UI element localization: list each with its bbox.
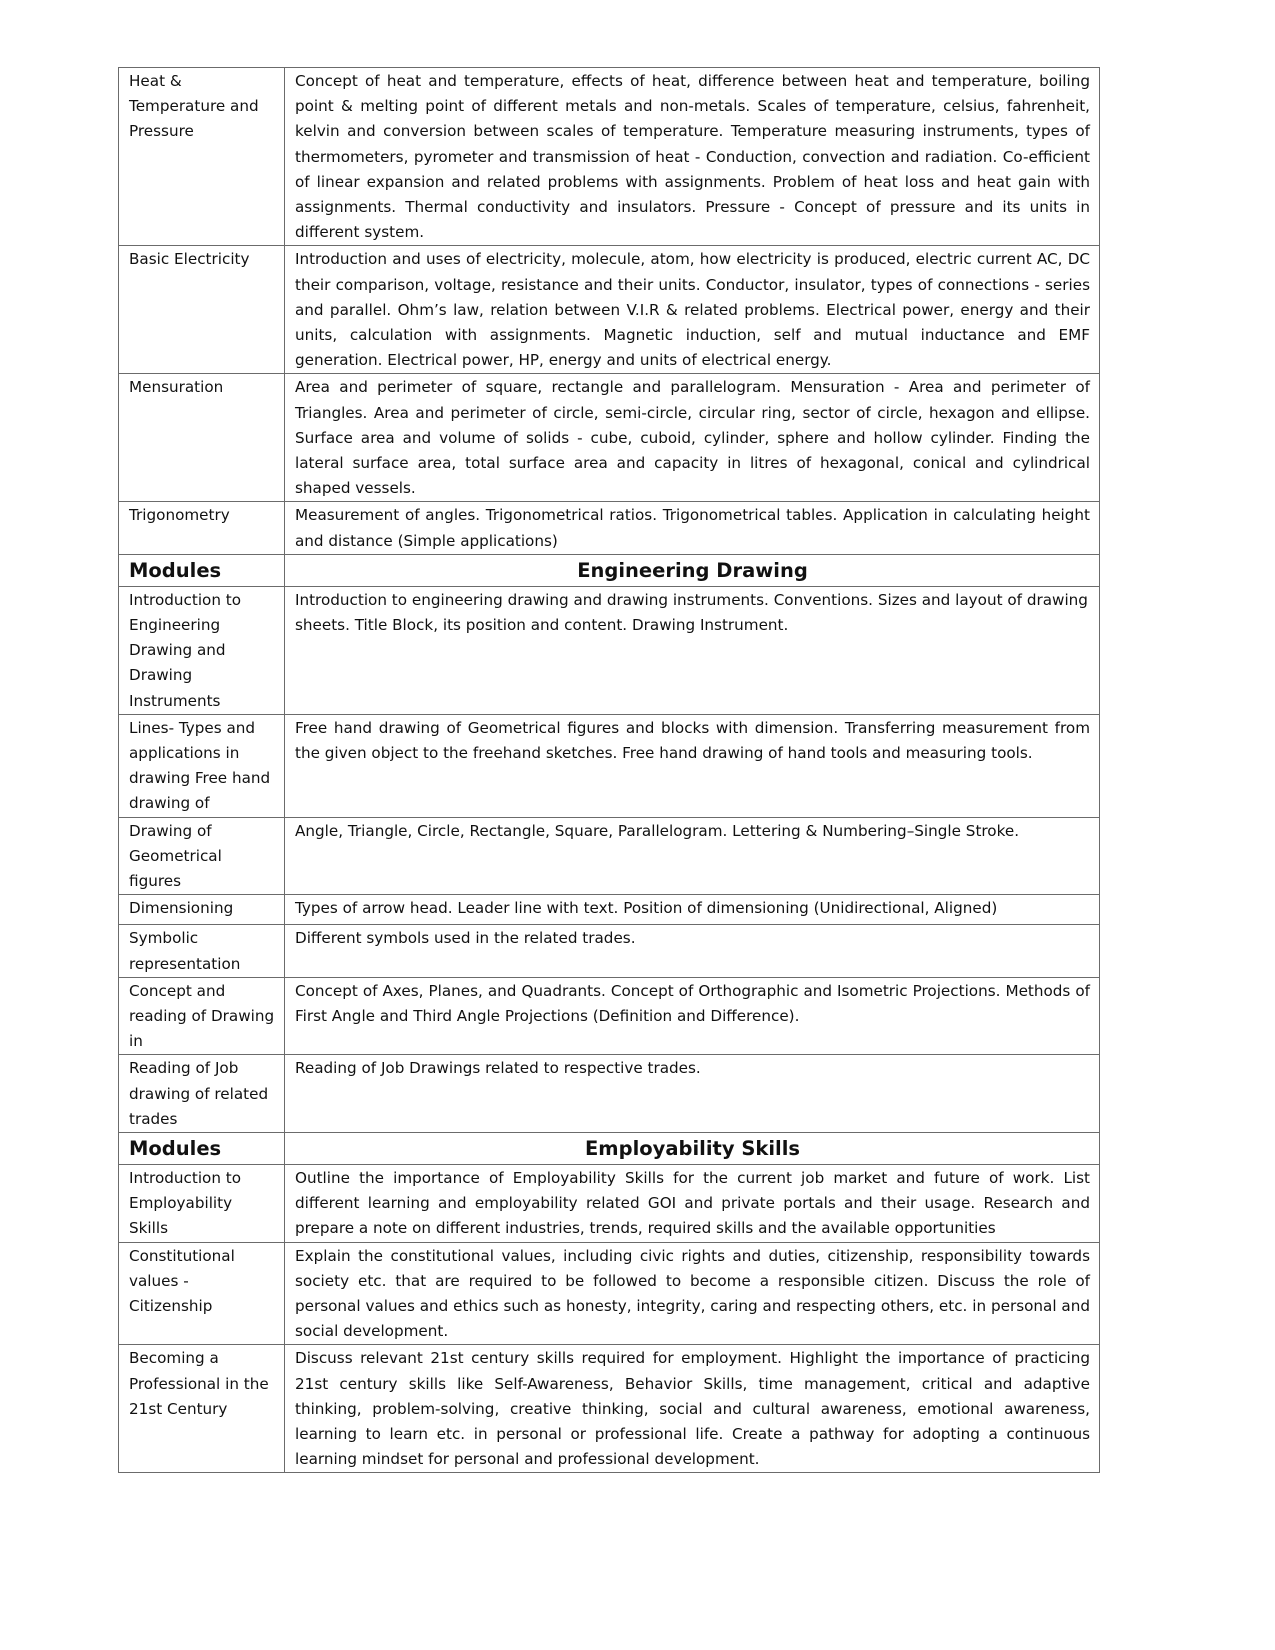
table-row	[119, 714, 1100, 817]
module-description: Introduction to engineering drawing and drawing instruments. Conventions. Sizes and layout of drawing sheets. Title Block, its position and content. Drawing Instrument.	[285, 586, 1100, 714]
module-description: Measurement of angles. Trigonometrical ratios. Trigonometrical tables. Application in calculating height and distance (Simple applications)	[285, 502, 1100, 554]
module-name: Concept and reading of Drawing in	[119, 977, 285, 1055]
table-row	[119, 68, 1100, 246]
syllabus-table	[118, 67, 1100, 1473]
section-title: Engineering Drawing	[285, 554, 1100, 586]
module-name: Drawing of Geometrical figures	[119, 817, 285, 895]
table-row	[119, 1055, 1100, 1133]
table-row	[119, 895, 1100, 925]
module-description: Concept of heat and temperature, effects of heat, difference between heat and temperature, boiling point & melting point of different metals and non-metals. Scales of temperature, celsius, fahrenheit, kelvin and conversion between scales of temperature. Temperature measuring instruments, types of thermometers, pyrometer and transmission of heat - Conduction, convection and radiation. Co-efficient of linear expansion and related problems with assignments. Problem of heat loss and heat gain with assignments. Thermal conductivity and insulators. Pressure - Concept of pressure and its units in different system.	[285, 68, 1100, 246]
module-name: Becoming a Professional in the 21st Century	[119, 1345, 285, 1473]
module-description: Types of arrow head. Leader line with text. Position of dimensioning (Unidirectional, Aligned)	[285, 895, 1100, 925]
module-description: Area and perimeter of square, rectangle and parallelogram. Mensuration - Area and perimeter of Triangles. Area and perimeter of circle, semi-circle, circular ring, sector of circle, hexagon and ellipse. Surface area and volume of solids - cube, cuboid, cylinder, sphere and hollow cylinder. Finding the lateral surface area, total surface area and capacity in litres of hexagonal, conical and cylindrical shaped vessels.	[285, 374, 1100, 502]
table-row	[119, 1345, 1100, 1473]
module-name: Basic Electricity	[119, 246, 285, 374]
module-name: Reading of Job drawing of related trades	[119, 1055, 285, 1133]
module-description: Concept of Axes, Planes, and Quadrants. Concept of Orthographic and Isometric Projections. Methods of First Angle and Third Angle Projections (Definition and Difference).	[285, 977, 1100, 1055]
section-header-engineering-drawing	[119, 554, 1100, 586]
section-header-employability-skills	[119, 1132, 1100, 1164]
module-description: Different symbols used in the related trades.	[285, 925, 1100, 977]
table-row	[119, 502, 1100, 554]
module-name: Lines- Types and applications in drawing Free hand drawing of	[119, 714, 285, 817]
module-description: Explain the constitutional values, including civic rights and duties, citizenship, responsibility towards society etc. that are required to be followed to become a responsible citizen. Discuss the role of personal values and ethics such as honesty, integrity, caring and respecting others, etc. in personal and social development.	[285, 1242, 1100, 1345]
module-name: Heat & Temperature and Pressure	[119, 68, 285, 246]
module-name: Mensuration	[119, 374, 285, 502]
modules-column-heading: Modules	[119, 554, 285, 586]
module-description: Discuss relevant 21st century skills required for employment. Highlight the importance of practicing 21st century skills like Self-Awareness, Behavior Skills, time management, critical and adaptive thinking, problem-solving, creative thinking, social and cultural awareness, emotional awareness, learning to learn etc. in personal or professional life. Create a pathway for adopting a continuous learning mindset for personal and professional development.	[285, 1345, 1100, 1473]
module-description: Reading of Job Drawings related to respective trades.	[285, 1055, 1100, 1133]
module-name: Introduction to Engineering Drawing and Drawing Instruments	[119, 586, 285, 714]
module-name: Symbolic representation	[119, 925, 285, 977]
module-name: Constitutional values - Citizenship	[119, 1242, 285, 1345]
module-name: Introduction to Employability Skills	[119, 1164, 285, 1242]
table-row	[119, 586, 1100, 714]
section-title: Employability Skills	[285, 1132, 1100, 1164]
table-row	[119, 374, 1100, 502]
table-row	[119, 977, 1100, 1055]
table-row	[119, 1164, 1100, 1242]
table-row	[119, 817, 1100, 895]
module-name: Trigonometry	[119, 502, 285, 554]
module-description: Introduction and uses of electricity, molecule, atom, how electricity is produced, electric current AC, DC their comparison, voltage, resistance and their units. Conductor, insulator, types of connections - series and parallel. Ohm’s law, relation between V.I.R & related problems. Electrical power, energy and their units, calculation with assignments. Magnetic induction, self and mutual inductance and EMF generation. Electrical power, HP, energy and units of electrical energy.	[285, 246, 1100, 374]
table-row	[119, 246, 1100, 374]
syllabus-page	[118, 67, 1099, 1473]
module-description: Outline the importance of Employability Skills for the current job market and future of work. List different learning and employability related GOI and private portals and their usage. Research and prepare a note on different industries, trends, required skills and the available opportunities	[285, 1164, 1100, 1242]
table-row	[119, 1242, 1100, 1345]
module-name: Dimensioning	[119, 895, 285, 925]
modules-column-heading: Modules	[119, 1132, 285, 1164]
table-row	[119, 925, 1100, 977]
module-description: Free hand drawing of Geometrical figures and blocks with dimension. Transferring measurement from the given object to the freehand sketches. Free hand drawing of hand tools and measuring tools.	[285, 714, 1100, 817]
module-description: Angle, Triangle, Circle, Rectangle, Square, Parallelogram. Lettering & Numbering–Single Stroke.	[285, 817, 1100, 895]
